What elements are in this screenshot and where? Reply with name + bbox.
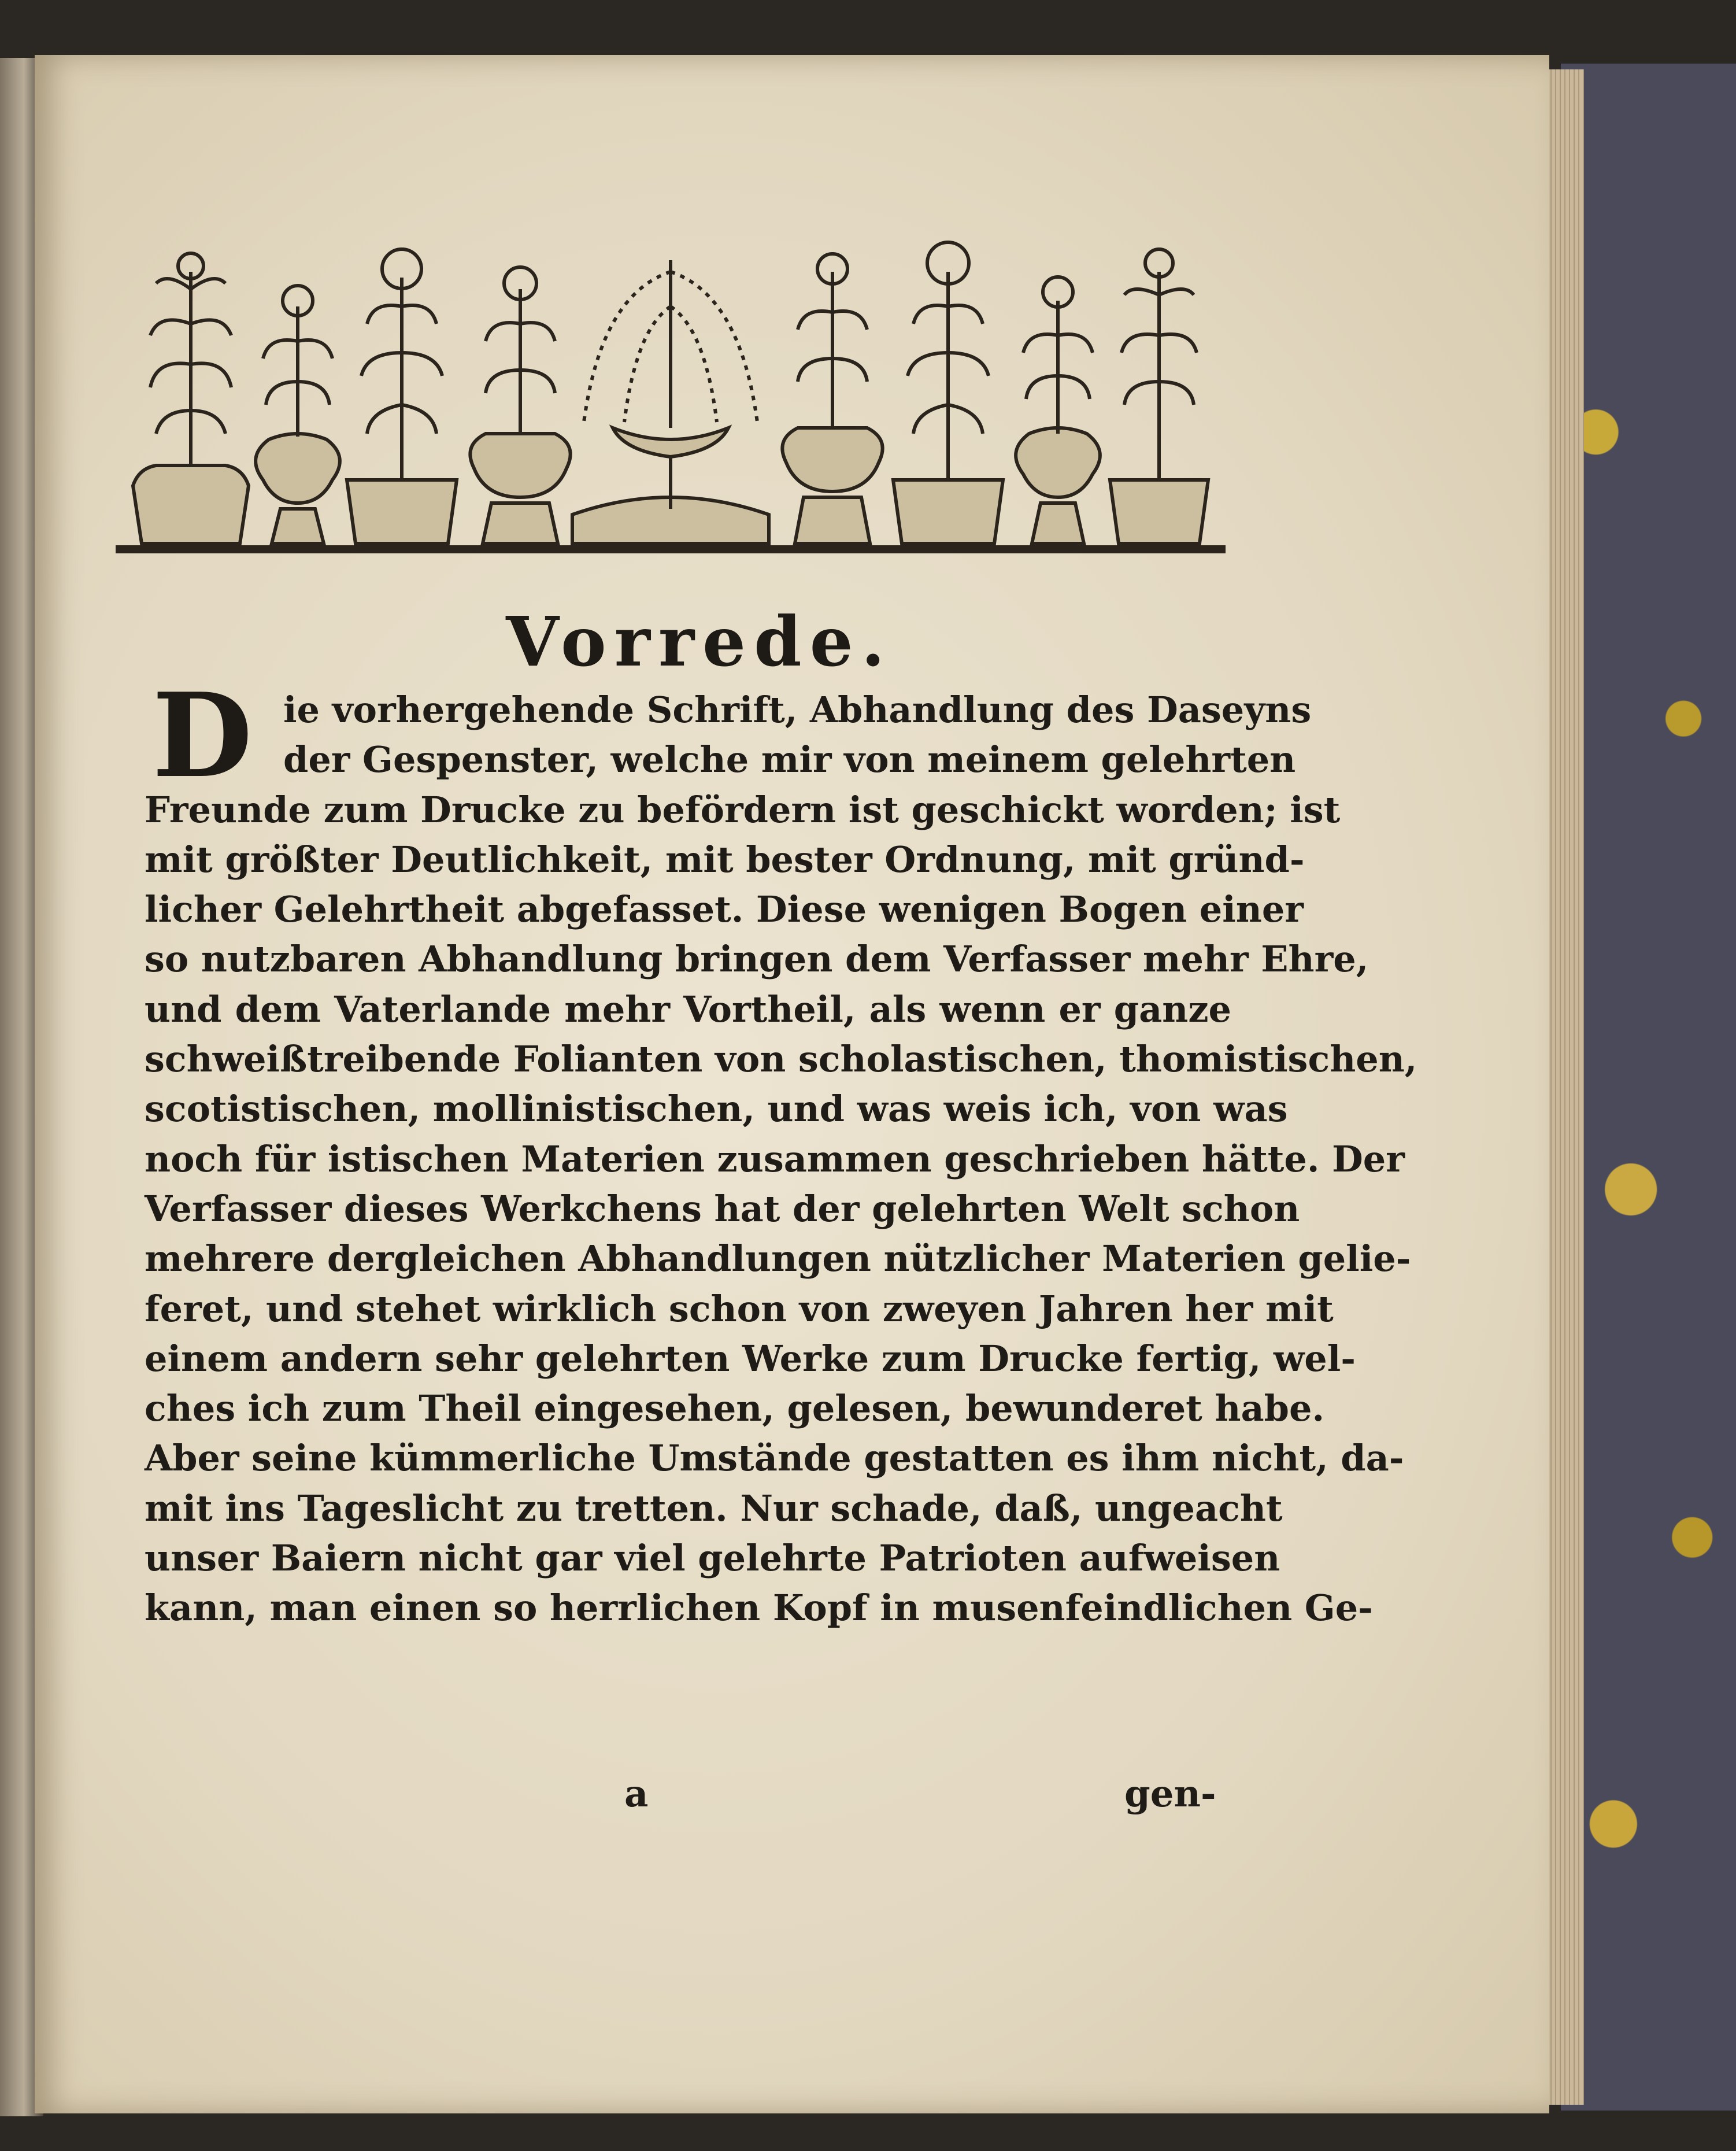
- text-line: noch für istischen Materien zusammen geschrieben hätte. Der: [145, 1137, 1405, 1180]
- text-line: mehrere dergleichen Abhandlungen nützlicher Materien gelie-: [145, 1237, 1411, 1280]
- text-line: kann, man einen so herrlichen Kopf in musenfeindlichen Ge-: [145, 1587, 1373, 1629]
- drop-cap-initial: D: [152, 668, 253, 804]
- page-heading: Vorrede.: [506, 601, 893, 682]
- text-line: mit ins Tageslicht zu tretten. Nur schade, daß, ungeacht: [145, 1487, 1283, 1529]
- text-line: licher Gelehrtheit abgefasset. Diese wenigen Bogen einer: [145, 888, 1304, 931]
- text-line: mit größter Deutlichkeit, mit bester Ordnung, mit gründ-: [145, 838, 1305, 881]
- flower-pot-3: [347, 249, 457, 544]
- fountain: [572, 260, 769, 544]
- text-line: einem andern sehr gelehrten Werke zum Drucke fertig, wel-: [145, 1337, 1356, 1380]
- text-line: feret, und stehet wirklich schon von zweyen Jahren her mit: [145, 1287, 1334, 1330]
- flower-pot-7: [893, 242, 1003, 544]
- signature-mark: a: [624, 1772, 649, 1816]
- flower-vase-4: [470, 267, 570, 544]
- text-line: Freunde zum Drucke zu befördern ist geschickt worden; ist: [145, 788, 1341, 831]
- marbled-cover-board: [1561, 64, 1736, 2111]
- flower-vase-6: [782, 254, 882, 544]
- text-line: Verfasser dieses Werkchens hat der gelehrten Welt schon: [145, 1187, 1300, 1230]
- text-line: ches ich zum Theil eingesehen, gelesen, bewunderet habe.: [145, 1387, 1325, 1430]
- text-line: und dem Vaterlande mehr Vortheil, als wenn er ganze: [145, 988, 1231, 1030]
- flower-pot-1: [133, 253, 249, 544]
- text-line: schweißtreibende Folianten von scholastischen, thomistischen,: [145, 1038, 1417, 1081]
- woodcut-ornament: [116, 237, 1226, 561]
- body-text: [145, 668, 1417, 1633]
- text-line: scotistischen, mollinistischen, und was weis ich, von was: [145, 1088, 1288, 1130]
- text-line: so nutzbaren Abhandlung bringen dem Verfasser mehr Ehre,: [145, 938, 1369, 981]
- flower-vase-8: [1016, 277, 1100, 544]
- catchword: gen-: [1124, 1772, 1216, 1816]
- text-line: unser Baiern nicht gar viel gelehrte Patrioten aufweisen: [145, 1537, 1280, 1580]
- text-line: Aber seine kümmerliche Umstände gestatten es ihm nicht, da-: [145, 1437, 1404, 1480]
- text-line: der Gespenster, welche mir von meinem gelehrten: [283, 738, 1296, 781]
- flower-pot-9: [1110, 249, 1208, 544]
- text-line: ie vorhergehende Schrift, Abhandlung des Daseyns: [283, 689, 1312, 731]
- flower-vase-2: [256, 286, 340, 544]
